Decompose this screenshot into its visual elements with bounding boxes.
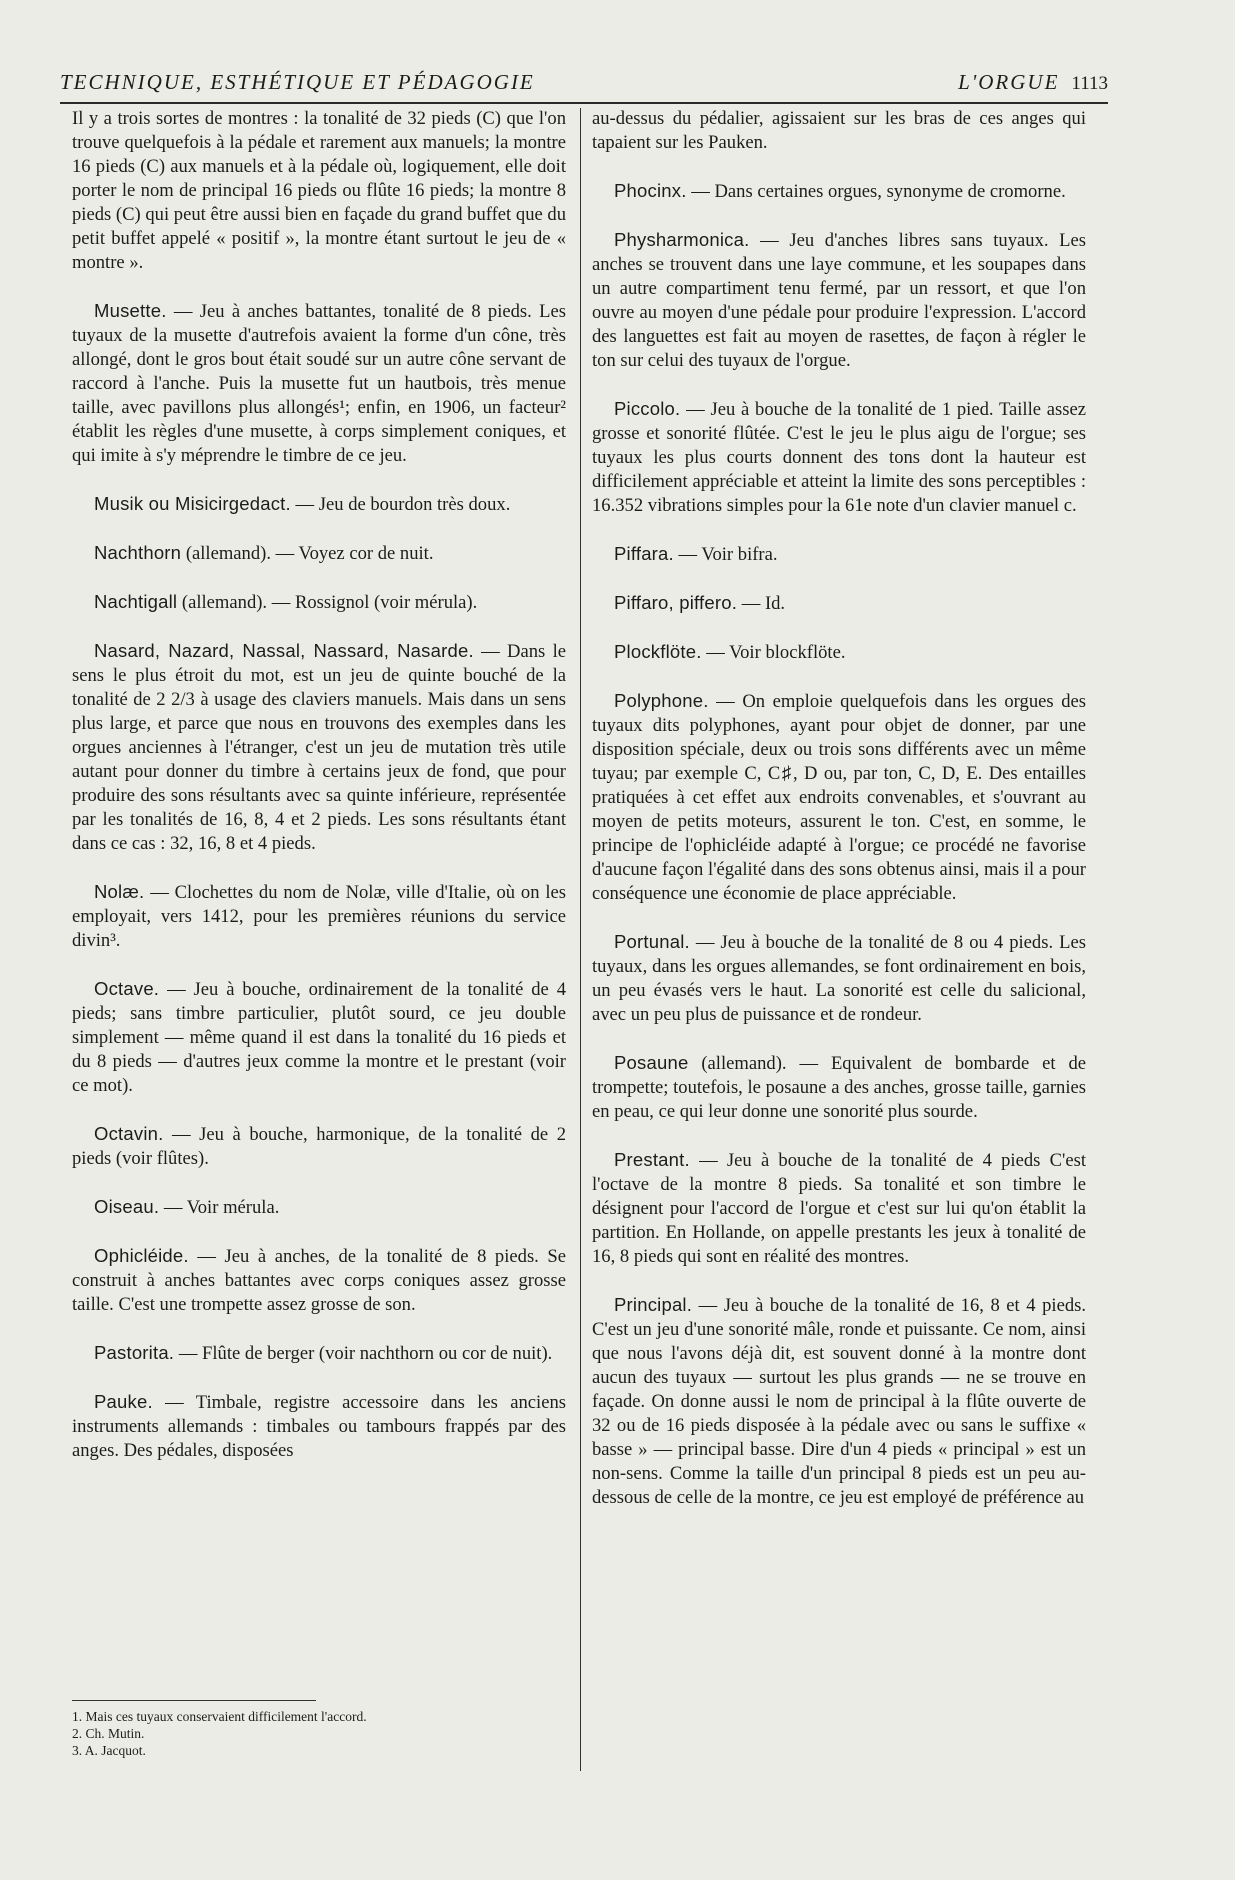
entry-term: Musik ou Misicirgedact. — [94, 493, 291, 514]
entry-text: (allemand). — Equivalent de bombarde et de trompette; toutefois, le posaune a des anches, grosse taille, garnies en peau, ce qui leur donne une sonorité plus sourde. — [592, 1053, 1087, 1122]
entry-term: Musette. — [94, 300, 167, 321]
header-rule — [60, 102, 1108, 104]
footnote: 2. Ch. Mutin. — [72, 1726, 145, 1741]
entry-text: — Jeu à bouche de la tonalité de 16, 8 et 4 pieds. C'est un jeu d'une sonorité mâle, ronde et puissante. Ce nom, ainsi que nous l'avons déjà dit, est souvent donné à la montre dont aucun des tuyaux — surtout les plus grands — ne se trouve en façade. On donne aussi le nom de principal à la flûte ouverte de 32 ou de 16 pieds disposée à la pédale avec ou sans le suffixe « basse » — principal basse. Dire d'un 4 pieds « principal » est un non-sens. Comme la taille d'un principal 8 pieds est un peu au-dessous de celle de la montre, ce jeu est employé de préférence au — [592, 1295, 1086, 1508]
entry-term: Physharmonica. — [614, 229, 750, 250]
page-number: 1113 — [1071, 73, 1108, 94]
entry-term: Octave. — [94, 978, 160, 999]
dictionary-entry — [72, 590, 566, 615]
running-header — [60, 70, 1108, 95]
entry-term: Posaune — [614, 1052, 689, 1073]
header-section-title: TECHNIQUE, ESTHÉTIQUE ET PÉDAGOGIE — [60, 70, 535, 94]
footnotes — [72, 1708, 552, 1759]
dictionary-entry — [72, 107, 566, 275]
entry-text: — Dans le sens le plus étroit du mot, est un jeu de quinte bouché de la tonalité de 2 2/3 à usage des claviers manuels. Mais dans un sens plus large, et parce que nous en trouvons des exemples dans les orgues anciennes à l'étranger, c'est un jeu de mutation très utile autant pour donner du timbre à certains jeux de fond, que pour produire des sons résultants avec sa quinte inférieure, représentée par les tonalités de 16, 8, 4 et 2 pieds. Les sons résultants étant dans ce cas : 32, 16, 8 et 4 pieds. — [72, 641, 566, 854]
entry-text: — Id. — [741, 593, 786, 614]
dictionary-entry — [592, 107, 1086, 155]
dictionary-entry — [592, 689, 1086, 906]
entry-text: — Timbale, registre accessoire dans les anciens instruments allemands : timbales ou tambours frappés par des anges. Des pédales, disposées — [72, 1392, 566, 1461]
entry-term: Octavin. — [94, 1123, 164, 1144]
entry-term: Principal. — [614, 1294, 693, 1315]
dictionary-entry — [592, 397, 1086, 518]
entry-text: — Voir bifra. — [678, 544, 778, 565]
dictionary-entry — [72, 1390, 566, 1463]
entry-text: — Jeu à anches, de la tonalité de 8 pieds. Se construit à anches battantes avec corps coniques assez grosse taille. C'est une trompette assez grosse de son. — [72, 1246, 566, 1315]
footnote: 3. A. Jacquot. — [72, 1743, 146, 1758]
entry-text: Il y a trois sortes de montres : la tonalité de 32 pieds (C) que l'on trouve quelquefois à la pédale et rarement aux manuels; la montre 16 pieds (C) aux manuels et à la pédale où, logiquement, elle doit porter le nom de principal 16 pieds ou flûte 16 pieds; la montre 8 pieds (C) qui peut être aussi bien en façade du grand buffet que du petit buffet appelé « positif », la montre étant surtout le jeu de « montre ». — [72, 108, 566, 273]
dictionary-entry — [592, 542, 1086, 567]
entry-term: Piccolo. — [614, 398, 681, 419]
dictionary-entry — [72, 1341, 566, 1366]
entry-term: Polyphone. — [614, 690, 709, 711]
header-right — [958, 70, 1108, 95]
entry-text: (allemand). — Voyez cor de nuit. — [185, 543, 434, 564]
entry-term: Nachtigall — [94, 591, 178, 612]
dictionary-entry — [592, 179, 1086, 204]
entry-term: Piffaro, piffero. — [614, 592, 738, 613]
entry-text: — Jeu à bouche, ordinairement de la tonalité de 4 pieds; sans timbre particulier, plutôt sourd, ce jeu double simplement — même quand il est dans la tonalité du 16 pieds et du 8 pieds — d'autres jeux comme la montre et le prestant (voir ce mot). — [72, 979, 566, 1096]
entry-text: — Flûte de berger (voir nachthorn ou cor de nuit). — [178, 1343, 553, 1364]
dictionary-entry — [72, 880, 566, 953]
dictionary-entry — [72, 977, 566, 1098]
dictionary-entry — [592, 930, 1086, 1027]
right-column — [592, 107, 1086, 1534]
entry-text: — On emploie quelquefois dans les orgues des tuyaux dits polyphones, ayant pour objet de donner, par une disposition spéciale, deux ou trois sons différents avec un même tuyau; par exemple C, C♯, D ou, par ton, C, D, E. Des entailles pratiquées à cet effet aux endroits convenables, et s'ouvrant au moyen de petits moteurs, assurent le ton. C'est, en somme, le principe de l'ophicléide adapté à l'orgue; ce procédé ne favorise d'aucune façon l'égalité dans des sons obtenus ainsi, mais il a pour conséquence une économie de place appréciable. — [592, 691, 1086, 904]
entry-text: — Jeu d'anches libres sans tuyaux. Les anches se trouvent dans une laye commune, et les soupapes dans un autre compartiment tenu fermé, par un ressort, et que l'on ouvre au moyen d'une pédale pour produire l'expression. L'accord des languettes est fait au moyen de rasettes, de façon à régler le ton sur celui des tuyaux de l'orgue. — [592, 230, 1087, 371]
footnote: 1. Mais ces tuyaux conservaient difficilement l'accord. — [72, 1709, 367, 1724]
footnote-rule — [72, 1700, 316, 1701]
entry-term: Prestant. — [614, 1149, 690, 1170]
dictionary-entry — [72, 639, 566, 856]
entry-term: Piffara. — [614, 543, 674, 564]
column-divider — [580, 108, 581, 1771]
entry-text: (allemand). — Rossignol (voir mérula). — [181, 592, 478, 613]
entry-term: Nolæ. — [94, 881, 145, 902]
entry-text: — Jeu à bouche, harmonique, de la tonalité de 2 pieds (voir flûtes). — [72, 1124, 566, 1169]
entry-term: Phocinx. — [614, 180, 687, 201]
entry-text: — Jeu à bouche de la tonalité de 1 pied. Taille assez grosse et sonorité flûtée. C'est le jeu le plus aigu de l'orgue; ses tuyaux les plus courts donnent des tons dont la hauteur est difficilement appréciable et atteint la limite des sons perceptibles : 16.352 vibrations simples pour la 61e note d'un clavier manuel c. — [592, 399, 1086, 516]
dictionary-entry — [592, 591, 1086, 616]
entry-text: — Jeu à bouche de la tonalité de 4 pieds C'est l'octave de la montre 8 pieds. Sa tonalité et son timbre le désignent pour l'accord de l'orgue et c'est sur lui qu'on établit la partition. En Hollande, on appelle prestants les jeux à tonalité de 16, 8 pieds qui sont en réalité des montres. — [592, 1150, 1087, 1267]
entry-term: Ophicléide. — [94, 1245, 189, 1266]
entry-term: Pauke. — [94, 1391, 153, 1412]
entry-text: — Voir mérula. — [163, 1197, 280, 1218]
header-book-title: L'ORGUE — [958, 70, 1060, 94]
entry-term: Oiseau. — [94, 1196, 160, 1217]
dictionary-entry — [72, 299, 566, 468]
entry-term: Nasard, Nazard, Nassal, Nassard, Nasarde. — [94, 640, 474, 661]
entry-term: Portunal. — [614, 931, 690, 952]
dictionary-entry — [592, 1148, 1086, 1269]
dictionary-entry — [72, 1122, 566, 1171]
entry-text: — Jeu de bourdon très doux. — [295, 494, 511, 515]
dictionary-entry — [72, 541, 566, 566]
dictionary-entry — [72, 1244, 566, 1317]
entry-text: — Voir blockflöte. — [706, 642, 846, 663]
dictionary-entry — [72, 1195, 566, 1220]
entry-text: — Clochettes du nom de Nolæ, ville d'Italie, où on les employait, vers 1412, pour les premières réunions du service divin³. — [72, 882, 566, 951]
entry-text: — Jeu à anches battantes, tonalité de 8 pieds. Les tuyaux de la musette d'autrefois avaient la forme d'un cône, très allongé, dont le gros bout était soudé sur un autre cône servant de raccord à l'anche. Puis la musette fut un hautbois, très menue taille, avec pavillons plus allongés¹; enfin, en 1906, un facteur² établit les règles d'une musette, à corps simplement coniques, et qui imite à s'y méprendre le timbre de ce jeu. — [72, 301, 566, 466]
dictionary-entry — [592, 1051, 1086, 1124]
dictionary-entry — [592, 1293, 1086, 1510]
left-column — [72, 107, 566, 1487]
entry-text: — Dans certaines orgues, synonyme de cromorne. — [691, 181, 1066, 202]
entry-term: Nachthorn — [94, 542, 182, 563]
dictionary-entry — [592, 640, 1086, 665]
dictionary-entry — [592, 228, 1086, 373]
entry-text: — Jeu à bouche de la tonalité de 8 ou 4 pieds. Les tuyaux, dans les orgues allemandes, se font ordinairement en bois, un peu évasés vers le haut. La sonorité est celle du salicional, avec un peu plus de puissance et de rondeur. — [592, 932, 1086, 1025]
dictionary-entry — [72, 492, 566, 517]
entry-term: Plockflöte. — [614, 641, 702, 662]
entry-text: au-dessus du pédalier, agissaient sur les bras de ces anges qui tapaient sur les Pauken. — [592, 108, 1086, 153]
entry-term: Pastorita. — [94, 1342, 175, 1363]
